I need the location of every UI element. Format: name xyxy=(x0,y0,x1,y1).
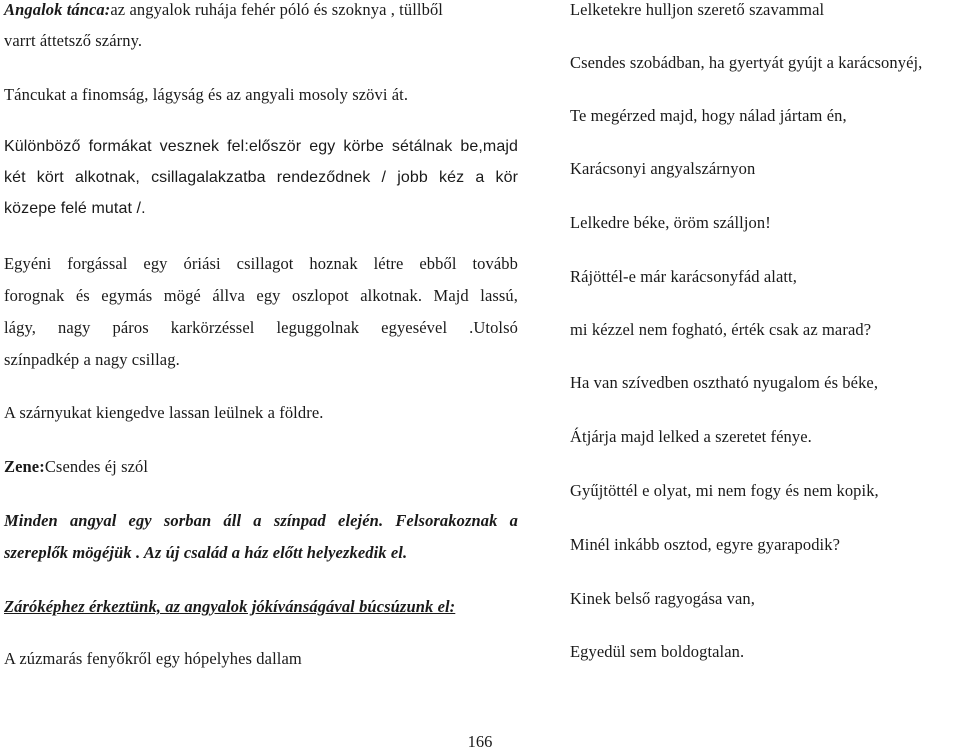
stage-note-line-1: Minden angyal egy sorban áll a színpad elején. Felsorakoznak a xyxy=(4,511,518,530)
poem-line: Egyedül sem boldogtalan. xyxy=(570,642,745,661)
music-label: Zene: xyxy=(4,457,45,476)
forms-line-3: közepe felé mutat /. xyxy=(4,200,146,217)
forms-line-2: két kört alkotnak, csillagalakzatba rendeződnek / jobb kéz a kör xyxy=(4,169,518,186)
poem-line: Karácsonyi angyalszárnyon xyxy=(570,159,756,178)
poem-line: Lelketekre hulljon szerető szavammal xyxy=(570,0,825,19)
intro-text: az angyalok ruhája fehér póló és szoknya , tüllből xyxy=(110,0,443,19)
poem-line: Átjárja majd lelked a szeretet fénye. xyxy=(570,427,812,446)
closing-heading: Záróképhez érkeztünk, az angyalok jókívánságával búcsúzunk el: xyxy=(4,597,456,616)
music-value: Csendes éj szól xyxy=(44,457,149,476)
poem-line: Csendes szobádban, ha gyertyát gyújt a karácsonyéj, xyxy=(570,53,923,72)
poem-line: Kinek belső ragyogása van, xyxy=(570,589,755,608)
dance-title: Angalok tánca: xyxy=(4,0,111,19)
dance-paragraph: Táncukat a finomság, lágyság és az angyali mosoly szövi át. xyxy=(4,85,409,104)
turn-line-3: lágy, nagy páros karkörzéssel leguggolnak egyesével .Utolsó xyxy=(4,318,518,337)
music-line xyxy=(4,457,148,477)
forms-line-1: Különböző formákat vesznek fel:először egy körbe sétálnak be,majd xyxy=(4,138,518,155)
turn-line-4: színpadkép a nagy csillag. xyxy=(4,350,180,369)
intro-line-1 xyxy=(4,0,443,20)
poem-line: Ha van szívedben osztható nyugalom és béke, xyxy=(570,373,879,392)
poem-first-line: A zúzmarás fenyőkről egy hópelyhes dallam xyxy=(4,649,302,668)
poem-line: Gyűjtöttél e olyat, mi nem fogy és nem kopik, xyxy=(570,481,879,500)
turn-line-2: forognak és egymás mögé állva egy oszlopot alkotnak. Majd lassú, xyxy=(4,286,518,305)
wings-paragraph: A szárnyukat kiengedve lassan leülnek a földre. xyxy=(4,403,324,422)
poem-line: Rájöttél-e már karácsonyfád alatt, xyxy=(570,267,797,286)
poem-line: Te megérzed majd, hogy nálad jártam én, xyxy=(570,106,847,125)
poem-line: Lelkedre béke, öröm szálljon! xyxy=(570,213,771,232)
poem-line: Minél inkább osztod, egyre gyarapodik? xyxy=(570,535,841,554)
intro-line-2: varrt áttetsző szárny. xyxy=(4,31,143,50)
stage-note-line-2: szereplők mögéjük . Az új család a ház előtt helyezkedik el. xyxy=(4,543,408,562)
turn-line-1: Egyéni forgással egy óriási csillagot hoznak létre ebből tovább xyxy=(4,254,518,273)
poem-line: mi kézzel nem fogható, érték csak az marad? xyxy=(570,320,872,339)
page-number: 166 xyxy=(467,732,493,751)
